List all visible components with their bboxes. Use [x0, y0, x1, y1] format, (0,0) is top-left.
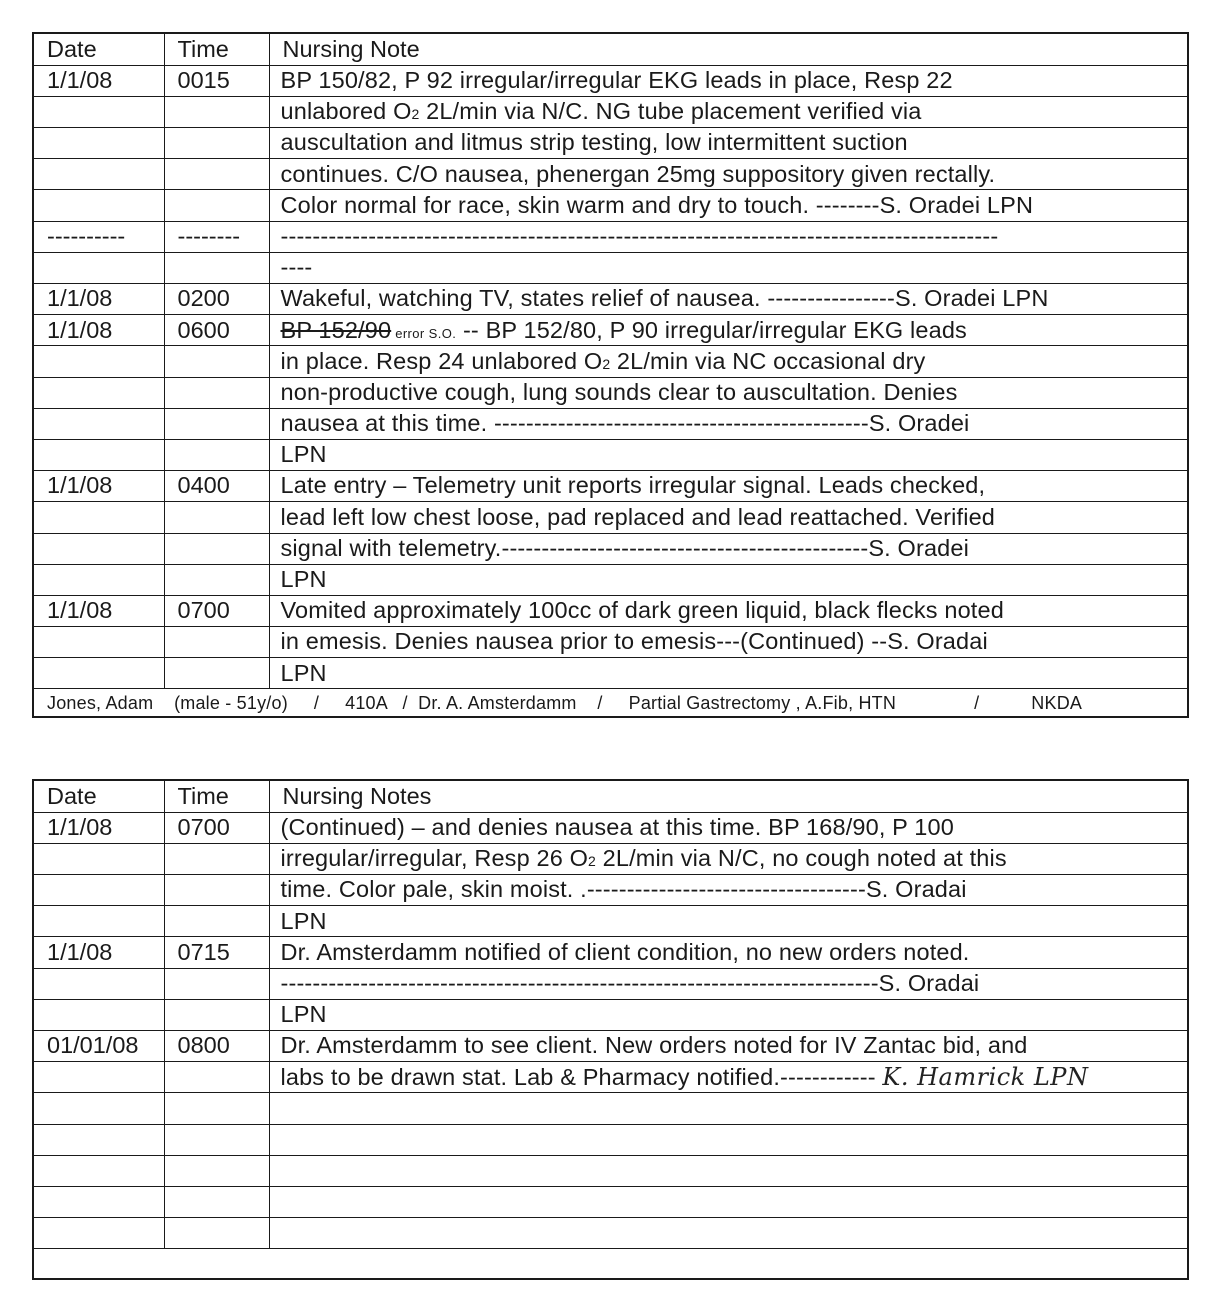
table-row: [34, 1218, 1187, 1249]
time-cell: 0700: [164, 595, 269, 626]
time-cell: --------: [164, 221, 269, 252]
date-cell: [34, 1155, 164, 1186]
date-cell: [34, 1218, 164, 1249]
table-row: [34, 1186, 1187, 1217]
time-cell: [164, 627, 269, 658]
subscript-2: 2: [588, 853, 596, 870]
note-cell: non-productive cough, lung sounds clear to auscultation. Denies: [269, 377, 1187, 408]
date-cell: [34, 252, 164, 283]
time-cell: 0200: [164, 284, 269, 315]
note-cell: [269, 843, 1187, 874]
time-cell: [164, 906, 269, 937]
table-row: [34, 1031, 1187, 1062]
date-cell: [34, 1062, 164, 1093]
time-cell: [164, 1093, 269, 1124]
header-row: [34, 781, 1187, 812]
table-row: [34, 843, 1187, 874]
date-cell: [34, 564, 164, 595]
date-cell: 1/1/08: [34, 937, 164, 968]
note-cell: LPN: [269, 999, 1187, 1030]
correction-initials: error S.O.: [391, 325, 457, 341]
note-cell: LPN: [269, 658, 1187, 689]
note-cell: [269, 1124, 1187, 1155]
date-cell: [34, 96, 164, 127]
note-text: labs to be drawn stat. Lab & Pharmacy notified.------------: [280, 1064, 883, 1091]
time-cell: 0800: [164, 1031, 269, 1062]
table-row: [34, 1155, 1187, 1186]
note-cell: lead left low chest loose, pad replaced and lead reattached. Verified: [269, 502, 1187, 533]
time-cell: [164, 843, 269, 874]
patient-info-footer: Jones, Adam (male - 51y/o) / 410A / Dr. A. Amsterdamm / Partial Gastrectomy , A.Fib, HTN / NKDA: [47, 693, 1083, 714]
time-cell: [164, 377, 269, 408]
table-row: [34, 533, 1187, 564]
note-cell: ------------------------------------------------------------------------------------------: [269, 221, 1187, 252]
date-header: Date: [34, 34, 164, 65]
date-cell: [34, 1124, 164, 1155]
date-cell: [34, 906, 164, 937]
date-cell: [34, 533, 164, 564]
note-cell: Color normal for race, skin warm and dry to touch. --------S. Oradei LPN: [269, 190, 1187, 221]
table-row: [34, 906, 1187, 937]
date-cell: [34, 439, 164, 470]
table-row: [34, 284, 1187, 315]
note-cell: in emesis. Denies nausea prior to emesis---(Continued) --S. Oradai: [269, 627, 1187, 658]
date-cell: [34, 408, 164, 439]
date-cell: [34, 502, 164, 533]
table-row: [34, 128, 1187, 159]
note-cell: nausea at this time. -----------------------------------------------S. Oradei: [269, 408, 1187, 439]
nursing-notes-table: [34, 781, 1187, 1249]
table-row: [34, 875, 1187, 906]
note-cell: Dr. Amsterdamm notified of client condition, no new orders noted.: [269, 937, 1187, 968]
time-cell: [164, 252, 269, 283]
date-cell: [34, 190, 164, 221]
table-row: [34, 252, 1187, 283]
table-row: [34, 471, 1187, 502]
table-row: [34, 595, 1187, 626]
note-cell: [269, 1218, 1187, 1249]
note-cell: Late entry – Telemetry unit reports irregular signal. Leads checked,: [269, 471, 1187, 502]
table-row: [34, 377, 1187, 408]
date-cell: 1/1/08: [34, 315, 164, 346]
blank-line: [34, 1249, 1187, 1279]
note-text: -- BP 152/80, P 90 irregular/irregular EKG leads: [456, 316, 967, 343]
date-cell: [34, 1093, 164, 1124]
date-cell: [34, 875, 164, 906]
table-row: [34, 968, 1187, 999]
time-cell: [164, 968, 269, 999]
nursing-note-sheet-2: [32, 779, 1189, 1280]
nursing-note-table: [34, 34, 1187, 689]
time-cell: [164, 408, 269, 439]
table-row: [34, 439, 1187, 470]
note-cell: continues. C/O nausea, phenergan 25mg suppository given rectally.: [269, 159, 1187, 190]
time-cell: 0700: [164, 812, 269, 843]
note-cell: signal with telemetry.----------------------------------------------S. Oradei: [269, 533, 1187, 564]
time-cell: [164, 875, 269, 906]
note-text: irregular/irregular, Resp 26 O: [280, 845, 589, 872]
time-cell: [164, 1062, 269, 1093]
time-cell: 0600: [164, 315, 269, 346]
time-cell: [164, 128, 269, 159]
note-cell: [269, 315, 1187, 346]
time-cell: [164, 1155, 269, 1186]
date-cell: [34, 128, 164, 159]
time-cell: [164, 1218, 269, 1249]
date-cell: 1/1/08: [34, 284, 164, 315]
time-cell: 0715: [164, 937, 269, 968]
date-cell: [34, 346, 164, 377]
time-cell: [164, 190, 269, 221]
time-header: Time: [164, 781, 269, 812]
note-cell: ---------------------------------------------------------------------------S. Oradai: [269, 968, 1187, 999]
time-cell: [164, 999, 269, 1030]
note-cell: Vomited approximately 100cc of dark green liquid, black flecks noted: [269, 595, 1187, 626]
table-row: [34, 627, 1187, 658]
note-cell: [269, 1093, 1187, 1124]
note-cell: [269, 1155, 1187, 1186]
date-cell: [34, 843, 164, 874]
note-cell: LPN: [269, 564, 1187, 595]
date-cell: [34, 658, 164, 689]
table-row: [34, 96, 1187, 127]
table-row: [34, 1062, 1187, 1093]
time-cell: [164, 346, 269, 377]
note-cell: LPN: [269, 906, 1187, 937]
nursing-note-sheet-1: [32, 32, 1189, 718]
note-cell: LPN: [269, 439, 1187, 470]
table-row: [34, 502, 1187, 533]
date-cell: [34, 968, 164, 999]
table-row: [34, 1124, 1187, 1155]
note-cell: [269, 346, 1187, 377]
date-cell: 1/1/08: [34, 471, 164, 502]
note-cell: time. Color pale, skin moist. .-----------------------------------S. Oradai: [269, 875, 1187, 906]
note-cell: ----: [269, 252, 1187, 283]
note-cell: Wakeful, watching TV, states relief of nausea. ----------------S. Oradei LPN: [269, 284, 1187, 315]
table-row: [34, 315, 1187, 346]
table-row: [34, 564, 1187, 595]
time-cell: [164, 1186, 269, 1217]
time-cell: [164, 159, 269, 190]
note-text: 2L/min via N/C, no cough noted at this: [595, 845, 1007, 872]
note-cell: auscultation and litmus strip testing, low intermittent suction: [269, 128, 1187, 159]
table-row: [34, 999, 1187, 1030]
note-cell: (Continued) – and denies nausea at this time. BP 168/90, P 100: [269, 812, 1187, 843]
date-cell: 1/1/08: [34, 595, 164, 626]
time-cell: [164, 533, 269, 564]
struck-text: BP 152/90: [280, 316, 392, 343]
note-header: Nursing Note: [269, 34, 1187, 65]
time-cell: [164, 439, 269, 470]
note-cell: [269, 96, 1187, 127]
date-cell: 1/1/08: [34, 812, 164, 843]
date-cell: ----------: [34, 221, 164, 252]
note-text: 2L/min via NC occasional dry: [610, 347, 926, 374]
time-cell: 0400: [164, 471, 269, 502]
header-row: [34, 34, 1187, 65]
note-cell: BP 150/82, P 92 irregular/irregular EKG leads in place, Resp 22: [269, 65, 1187, 96]
time-header: Time: [164, 34, 269, 65]
table-row: [34, 190, 1187, 221]
table-row: [34, 65, 1187, 96]
time-cell: [164, 564, 269, 595]
table-row: [34, 221, 1187, 252]
subscript-2: 2: [602, 355, 611, 372]
date-cell: [34, 627, 164, 658]
note-text: unlabored O: [280, 98, 412, 125]
date-cell: [34, 159, 164, 190]
table-row: [34, 812, 1187, 843]
date-cell: [34, 999, 164, 1030]
time-cell: [164, 502, 269, 533]
note-cell: Dr. Amsterdamm to see client. New orders noted for IV Zantac bid, and: [269, 1031, 1187, 1062]
time-cell: [164, 658, 269, 689]
note-cell: [269, 1186, 1187, 1217]
date-header: Date: [34, 781, 164, 812]
table-row: [34, 159, 1187, 190]
table-row: [34, 408, 1187, 439]
time-cell: [164, 1124, 269, 1155]
date-cell: 1/1/08: [34, 65, 164, 96]
date-cell: [34, 377, 164, 408]
table-row: [34, 658, 1187, 689]
note-text: 2L/min via N/C. NG tube placement verified via: [419, 98, 922, 125]
table-row: [34, 937, 1187, 968]
date-cell: [34, 1186, 164, 1217]
note-cell: [269, 1062, 1187, 1093]
time-cell: 0015: [164, 65, 269, 96]
subscript-2: 2: [411, 106, 420, 123]
table-row: [34, 1093, 1187, 1124]
time-cell: [164, 96, 269, 127]
table-row: [34, 346, 1187, 377]
note-header: Nursing Notes: [269, 781, 1187, 812]
handwritten-signature: K. Hamrick LPN: [882, 1063, 1089, 1092]
note-text: in place. Resp 24 unlabored O: [280, 347, 603, 374]
date-cell: 01/01/08: [34, 1031, 164, 1062]
